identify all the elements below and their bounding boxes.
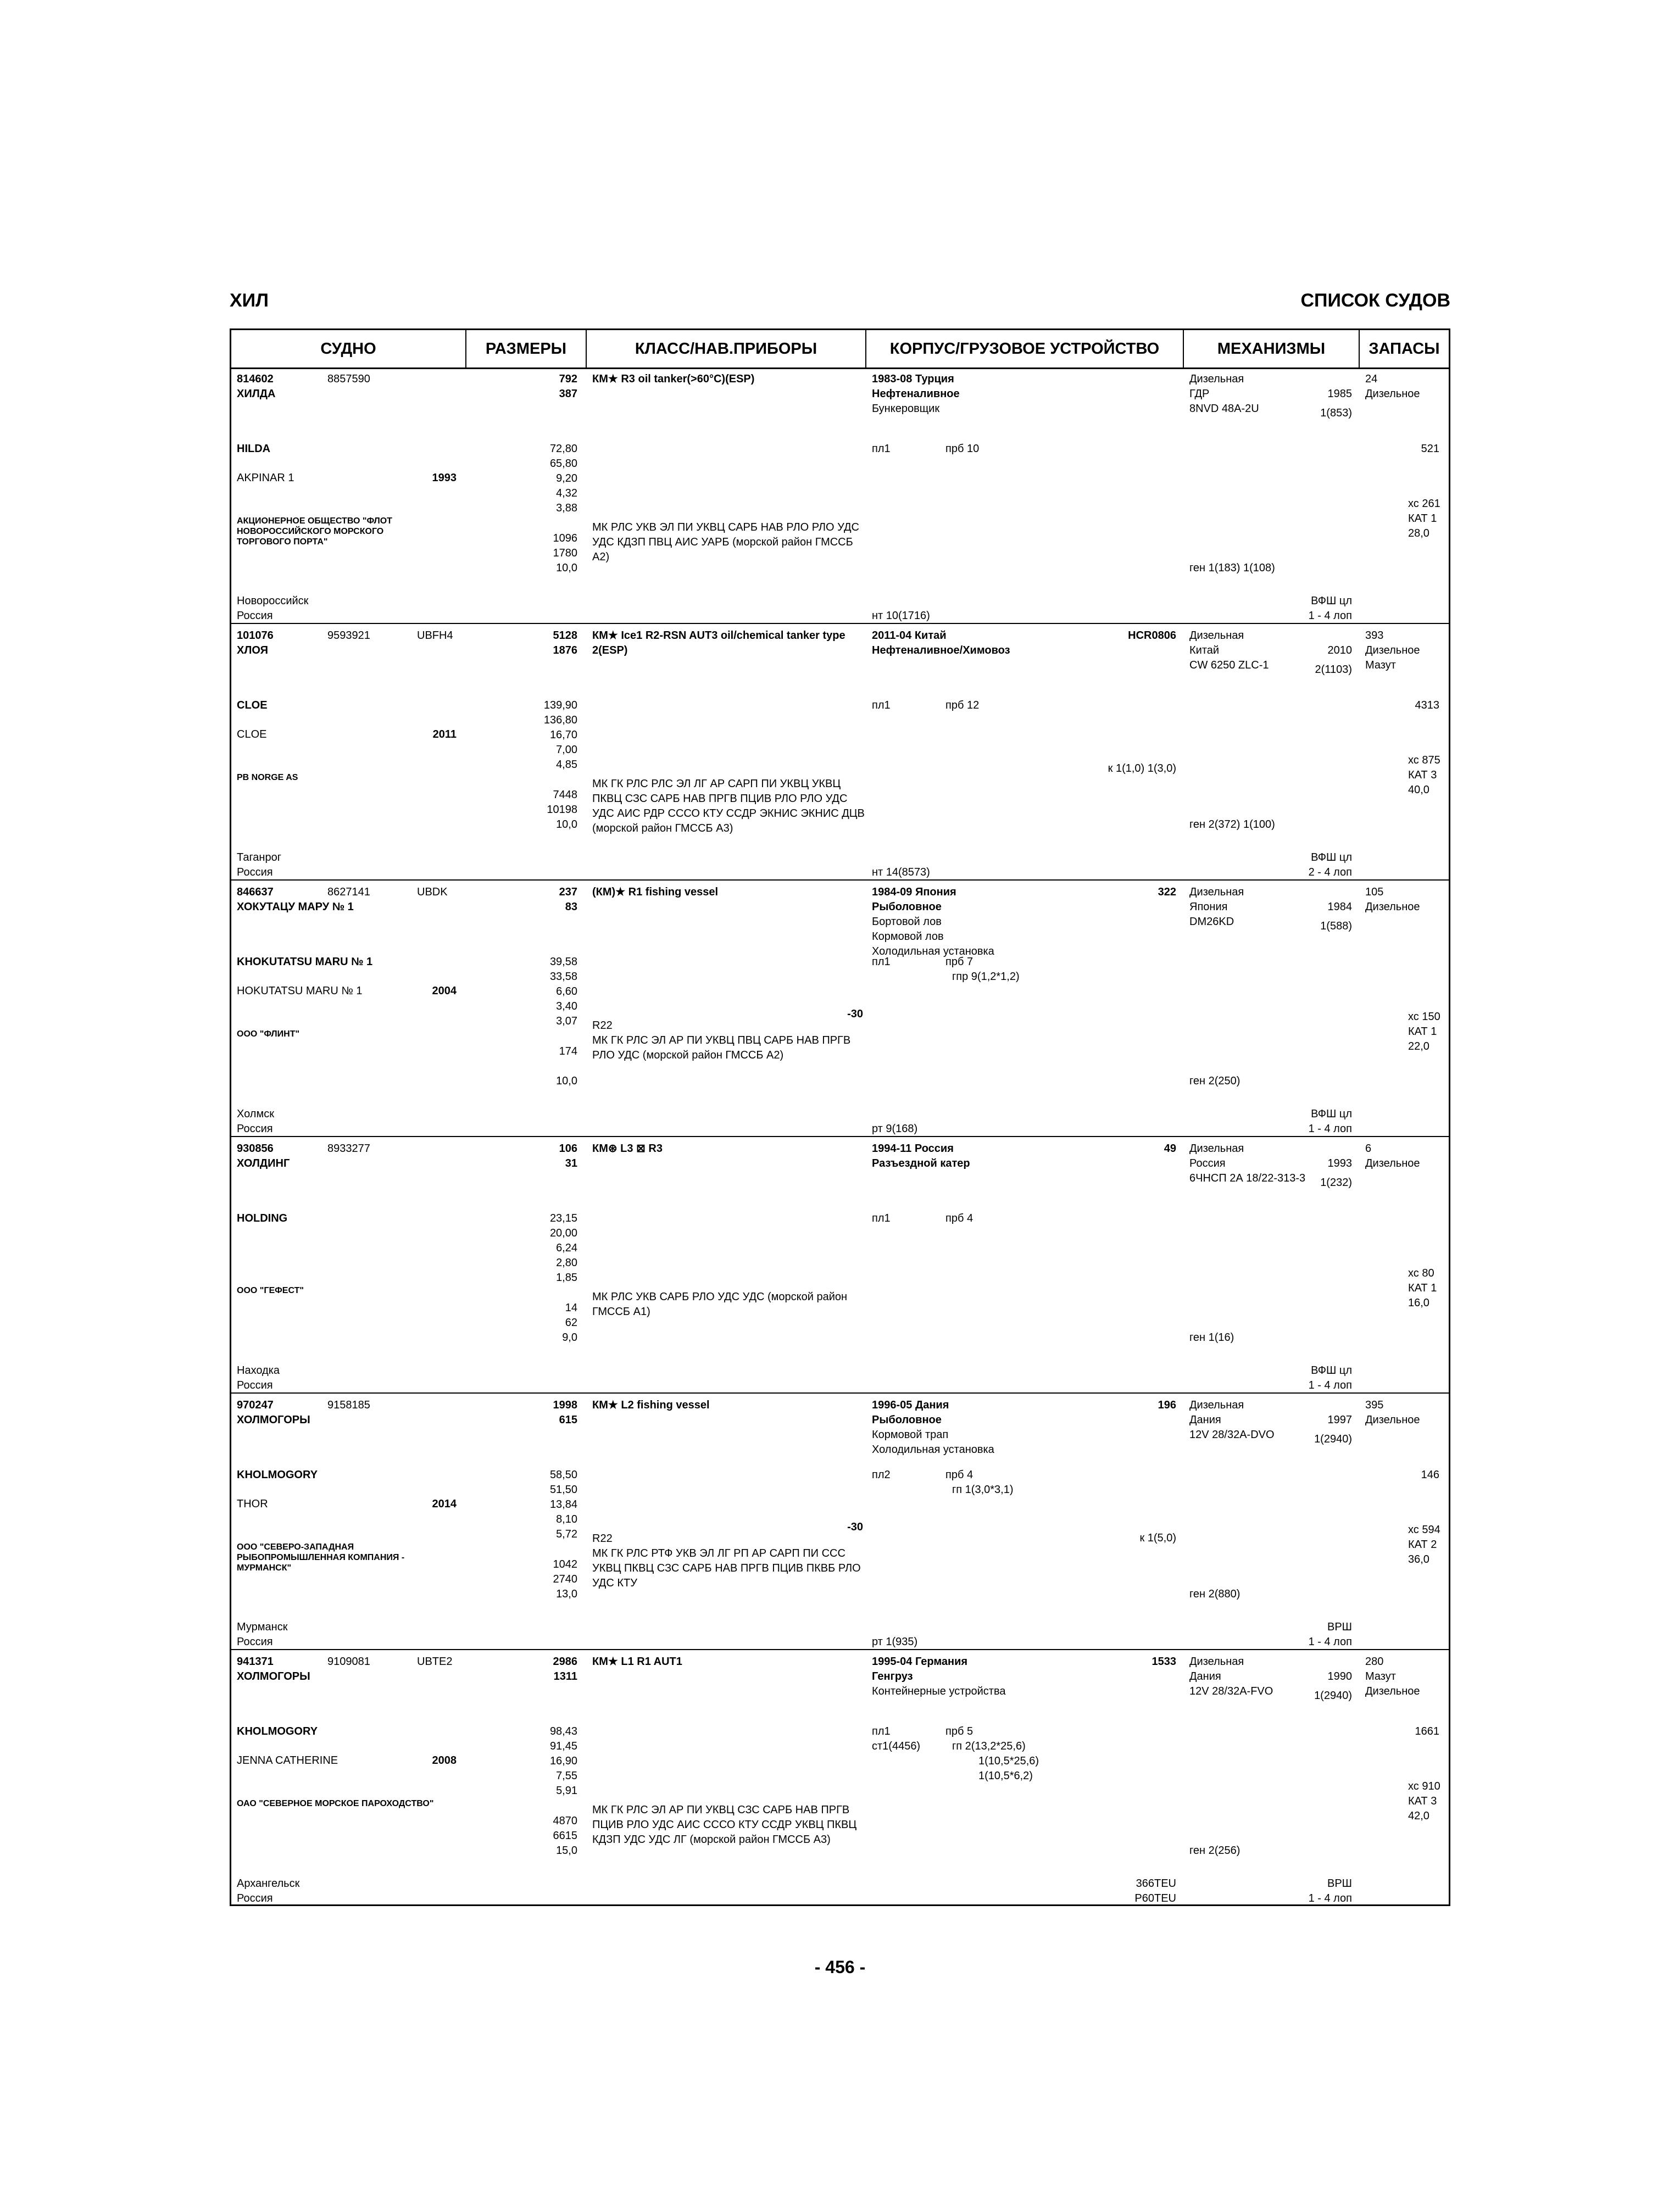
length-pp: 91,45 — [549, 1740, 577, 1752]
reefer-holds: к 1(1,0) 1(3,0) — [1108, 762, 1176, 775]
propeller-type: ВРШ — [1327, 1878, 1352, 1890]
fuel-amount: 395 — [1365, 1399, 1384, 1411]
deadweight: 1096 — [553, 532, 577, 544]
engine-power: 1(232) — [1320, 1177, 1352, 1189]
draught: 3,88 — [556, 502, 577, 514]
ship-record — [231, 1394, 1449, 1650]
depth: 8,10 — [556, 1513, 577, 1525]
class-notation: КМ★ R3 oil tanker(>60°C)(ESP) — [592, 373, 755, 385]
draught: 1,85 — [556, 1272, 577, 1284]
draught: 3,07 — [556, 1015, 577, 1027]
net-tonnage: 615 — [559, 1414, 577, 1426]
breadth: 16,70 — [549, 729, 577, 741]
hull-sub-1: Бункеровщик — [872, 403, 940, 415]
reg-number: 941371 — [237, 1656, 274, 1668]
class-notation: КМ★ L2 fishing vessel — [592, 1399, 710, 1411]
category: КАТ 2 — [1408, 1539, 1437, 1551]
fuel-type-1: Дизельное — [1365, 1157, 1420, 1169]
call-sign: UBFH4 — [417, 630, 453, 642]
header-right: СПИСОК СУДОВ — [1300, 290, 1450, 311]
category: КАТ 1 — [1408, 1026, 1437, 1038]
crew-berths: хс 910 — [1408, 1780, 1440, 1792]
name-en: KHOKUTATSU MARU № 1 — [237, 956, 373, 968]
gross-tonnage: 5128 — [553, 630, 577, 642]
speed-knots: 13,0 — [556, 1588, 577, 1600]
length-pp: 65,80 — [549, 458, 577, 470]
name-en: KHOLMOGORY — [237, 1469, 318, 1481]
net-tonnage: 31 — [565, 1157, 577, 1169]
fuel-quantity: 521 — [1421, 443, 1439, 455]
category: КАТ 1 — [1408, 1282, 1437, 1294]
fuel-amount: 280 — [1365, 1656, 1384, 1668]
port: Мурманск — [237, 1621, 288, 1633]
former-name: CLOE — [237, 728, 267, 740]
propeller-blades: 1 - 4 лоп — [1308, 1379, 1352, 1391]
hull-sub-1: Кормовой трап — [872, 1429, 949, 1441]
hull-type: Нефтеналивное/Химовоз — [872, 644, 1010, 656]
class-extra: R22 — [592, 1533, 613, 1545]
built-year: 2014 — [432, 1498, 457, 1510]
design-temperature: -30 — [847, 1008, 863, 1020]
name-ru: ХИЛДА — [237, 388, 276, 400]
name-ru: ХОЛМОГОРЫ — [237, 1670, 310, 1683]
hull-type: Рыболовное — [872, 1414, 942, 1426]
crew-berths: хс 150 — [1408, 1011, 1440, 1023]
hull-built: 2011-04 Китай — [872, 630, 947, 642]
teu-1: 366TEU — [1136, 1878, 1176, 1890]
autonomy: 22,0 — [1408, 1040, 1429, 1052]
depth: 7,00 — [556, 744, 577, 756]
hull-bottom: рт 9(168) — [872, 1123, 918, 1135]
holds: прб 10 — [945, 443, 980, 455]
hull-built: 1995-04 Германия — [872, 1656, 968, 1668]
draught: 5,72 — [556, 1528, 577, 1540]
former-name: AKPINAR 1 — [237, 472, 294, 484]
breadth: 16,90 — [549, 1755, 577, 1767]
owner: ОАО "СЕВЕРНОЕ МОРСКОЕ ПАРОХОДСТВО" — [237, 1799, 434, 1808]
length-overall: 72,80 — [549, 443, 577, 455]
breadth: 6,24 — [556, 1242, 577, 1254]
holds: прб 5 — [945, 1725, 973, 1737]
engine-model: 6ЧНСП 2А 18/22-313-3 — [1189, 1172, 1306, 1184]
fuel-type-1: Дизельное — [1365, 388, 1420, 400]
reg-number: 846637 — [237, 886, 274, 898]
crew-berths: хс 875 — [1408, 754, 1440, 766]
crew-berths: хс 261 — [1408, 498, 1440, 510]
cargo-2: 1(10,5*25,6) — [978, 1755, 1039, 1767]
propeller-type: ВРШ — [1327, 1621, 1352, 1633]
former-name: HOKUTATSU MARU № 1 — [237, 985, 363, 997]
owner: АКЦИОНЕРНОЕ ОБЩЕСТВО "ФЛОТ НОВОРОССИЙСКОГО МОРСКОГО ТОРГОВОГО ПОРТА" — [237, 516, 392, 547]
propeller-type: ВФШ цл — [1311, 851, 1352, 864]
gross-tonnage: 237 — [559, 886, 577, 898]
cargo-1: гпр 9(1,2*1,2) — [952, 971, 1020, 983]
propeller-type: ВФШ цл — [1311, 595, 1352, 607]
generators: ген 2(250) — [1189, 1075, 1240, 1087]
engine-type: Дизельная — [1189, 373, 1244, 385]
engine-power: 1(853) — [1320, 407, 1352, 419]
engine-year: 2010 — [1327, 644, 1352, 656]
nav-equipment: МК РЛС УКВ САРБ РЛО УДС УДС (морской район ГМССБ А1) — [592, 1291, 848, 1318]
length-pp: 33,58 — [549, 971, 577, 983]
gross-tonnage: 106 — [559, 1143, 577, 1155]
hull-built: 1983-08 Турция — [872, 373, 954, 385]
hull-bottom: рт 1(935) — [872, 1636, 918, 1648]
depth: 2,80 — [556, 1257, 577, 1269]
length-overall: 58,50 — [549, 1469, 577, 1481]
hull-type: Рыболовное — [872, 901, 942, 913]
length-overall: 23,15 — [549, 1212, 577, 1224]
fuel-quantity: 4313 — [1415, 699, 1439, 711]
engine-model: DM26KD — [1189, 916, 1234, 928]
teu-2: P60TEU — [1134, 1892, 1176, 1904]
speed-knots: 10,0 — [556, 818, 577, 831]
name-ru: ХЛОЯ — [237, 644, 269, 656]
speed-knots: 10,0 — [556, 1075, 577, 1087]
reg-number: 970247 — [237, 1399, 274, 1411]
name-en: HILDA — [237, 443, 271, 455]
speed-knots: 10,0 — [556, 562, 577, 574]
fuel-amount: 6 — [1365, 1143, 1372, 1155]
class-notation: (КМ)★ R1 fishing vessel — [592, 886, 719, 898]
nav-equipment: МК ГК РЛС ЭЛ АР ПИ УКВЦ СЗС САРБ НАВ ПРГВ ПЦИВ РЛО УДС АИС СССО КТУ ССДР УКВЦ ПКВЦ КДЗП УДС УДС ЛГ (морской район ГМССБ А3) — [592, 1804, 857, 1846]
nav-equipment: МК ГК РЛС РТФ УКВ ЭЛ ЛГ РП АР САРП ПИ ССС УКВЦ ПКВЦ СЗС САРБ НАВ ПРГВ ПЦИВ ПКВБ РЛО УДС КТУ — [592, 1547, 861, 1589]
deadweight: 14 — [565, 1302, 577, 1314]
draught: 5,91 — [556, 1785, 577, 1797]
fuel-type-1: Мазут — [1365, 1670, 1396, 1683]
country: Россия — [237, 1636, 273, 1648]
deadweight: 174 — [559, 1045, 577, 1057]
length-pp: 20,00 — [549, 1227, 577, 1239]
hull-built: 1994-11 Россия — [872, 1143, 954, 1155]
deadweight: 4870 — [553, 1815, 577, 1827]
port: Таганрог — [237, 851, 282, 864]
hull-built: 1984-09 Япония — [872, 886, 956, 898]
nav-equipment: МК ГК РЛС РЛС ЭЛ ЛГ АР САРП ПИ УКВЦ УКВЦ ПКВЦ СЗС САРБ НАВ ПРГВ ПЦИВ РЛО РЛО УДС УДС АИС РДР СССО КТУ ССДР ЭКНИС ЭКНИС ДЦВ (морской район ГМССБ А3) — [592, 778, 865, 834]
hull-value: 196 — [1158, 1399, 1176, 1411]
propeller-blades: 2 - 4 лоп — [1308, 866, 1352, 878]
hull-type: Нефтеналивное — [872, 388, 960, 400]
owner: PB NORGE AS — [237, 773, 298, 782]
decks: пл1 — [872, 956, 891, 968]
engine-model: 8NVD 48A-2U — [1189, 403, 1259, 415]
fuel-quantity: 146 — [1421, 1469, 1439, 1481]
engine-power: 2(1103) — [1315, 664, 1352, 676]
crew-berths: хс 80 — [1408, 1267, 1434, 1279]
country: Россия — [237, 1123, 273, 1135]
engine-year: 1990 — [1327, 1670, 1352, 1683]
decks: пл2 — [872, 1469, 891, 1481]
displacement: 6615 — [553, 1830, 577, 1842]
former-name: JENNA CATHERINE — [237, 1754, 338, 1767]
engine-year: 1997 — [1327, 1414, 1352, 1426]
engine-type: Дизельная — [1189, 1143, 1244, 1155]
cargo-3: 1(10,5*6,2) — [978, 1770, 1033, 1782]
name-ru: ХОКУТАЦУ МАРУ № 1 — [237, 901, 354, 913]
owner: ООО "ФЛИНТ" — [237, 1029, 300, 1039]
length-pp: 136,80 — [543, 714, 577, 726]
length-overall: 139,90 — [543, 699, 577, 711]
propeller-blades: 1 - 4 лоп — [1308, 610, 1352, 622]
reg-number: 930856 — [237, 1143, 274, 1155]
col-hull: КОРПУС/ГРУЗОВОЕ УСТРОЙСТВО — [866, 330, 1184, 367]
engine-power: 1(588) — [1320, 920, 1352, 932]
country: Россия — [237, 1379, 273, 1391]
ship-record — [231, 367, 1449, 624]
class-notation: КМ★ Ice1 R2-RSN AUT3 oil/chemical tanker type 2(ESP) — [592, 630, 845, 656]
autonomy: 36,0 — [1408, 1553, 1429, 1566]
engine-country: Россия — [1189, 1157, 1226, 1169]
nav-equipment: МК ГК РЛС ЭЛ АР ПИ УКВЦ ПВЦ САРБ НАВ ПРГВ РЛО УДС (морской район ГМССБ А2) — [592, 1034, 851, 1061]
imo-number: 9158185 — [327, 1399, 370, 1411]
engine-country: Китай — [1189, 644, 1220, 656]
decks: пл1 — [872, 443, 891, 455]
fuel-amount: 24 — [1365, 373, 1378, 385]
generators: ген 2(880) — [1189, 1588, 1240, 1600]
hull-sub-3: Холодильная установка — [872, 945, 994, 957]
gross-tonnage: 792 — [559, 373, 577, 385]
crew-berths: хс 594 — [1408, 1524, 1440, 1536]
ship-record — [231, 881, 1449, 1137]
engine-model: 12V 28/32A-DVO — [1189, 1429, 1275, 1441]
built-year: 2004 — [432, 985, 457, 997]
fuel-type-1: Дизельное — [1365, 644, 1420, 656]
breadth: 9,20 — [556, 472, 577, 484]
gross-tonnage: 2986 — [553, 1656, 577, 1668]
decks: пл1 — [872, 1212, 891, 1224]
hull-sub-1: Контейнерные устройства — [872, 1685, 1006, 1697]
draught: 4,85 — [556, 759, 577, 771]
speed-knots: 15,0 — [556, 1845, 577, 1857]
displacement: 10198 — [547, 804, 577, 816]
nav-equipment: МК РЛС УКВ ЭЛ ПИ УКВЦ САРБ НАВ РЛО РЛО УДС УДС КДЗП ПВЦ АИС УАРБ (морской район ГМССБ А2) — [592, 521, 859, 563]
engine-country: Япония — [1189, 901, 1228, 913]
class-extra: R22 — [592, 1020, 613, 1032]
col-class: КЛАСС/НАВ.ПРИБОРЫ — [587, 330, 866, 367]
header-left: ХИЛ — [230, 290, 269, 311]
name-en: CLOE — [237, 699, 268, 711]
net-tonnage: 387 — [559, 388, 577, 400]
fuel-type-2: Мазут — [1365, 659, 1396, 671]
net-tonnage: 83 — [565, 901, 577, 913]
depth: 7,55 — [556, 1770, 577, 1782]
call-sign: UBTE2 — [417, 1656, 453, 1668]
reg-number: 814602 — [237, 373, 274, 385]
col-dimensions: РАЗМЕРЫ — [466, 330, 587, 367]
generators: ген 1(16) — [1189, 1332, 1234, 1344]
ship-record — [231, 1650, 1449, 1907]
deadweight: 1042 — [553, 1558, 577, 1570]
hull-value: 322 — [1158, 886, 1176, 898]
cargo-1: гп 2(13,2*25,6) — [952, 1740, 1026, 1752]
hull-bottom: нт 14(8573) — [872, 866, 930, 878]
length-overall: 39,58 — [549, 956, 577, 968]
decks: пл1 — [872, 1725, 891, 1737]
deadweight: 7448 — [553, 789, 577, 801]
col-vessel: СУДНО — [231, 330, 466, 367]
former-name: THOR — [237, 1498, 268, 1510]
ship-table — [230, 328, 1450, 1906]
engine-type: Дизельная — [1189, 1656, 1244, 1668]
port: Новороссийск — [237, 595, 309, 607]
breadth: 6,60 — [556, 985, 577, 998]
imo-number: 8933277 — [327, 1143, 370, 1155]
port: Находка — [237, 1364, 280, 1377]
engine-country: Дания — [1189, 1414, 1221, 1426]
built-year: 1993 — [432, 472, 457, 484]
fuel-amount: 393 — [1365, 630, 1384, 642]
engine-year: 1985 — [1327, 388, 1352, 400]
class-notation: КМ⊛ L3 ⊠ R3 — [592, 1143, 663, 1155]
category: КАТ 1 — [1408, 512, 1437, 525]
engine-model: CW 6250 ZLC-1 — [1189, 659, 1269, 671]
displacement: 62 — [565, 1317, 577, 1329]
depth: 3,40 — [556, 1000, 577, 1012]
hull-sub-1: Бортовой лов — [872, 916, 942, 928]
fuel-type-1: Дизельное — [1365, 901, 1420, 913]
generators: ген 1(183) 1(108) — [1189, 562, 1275, 574]
autonomy: 28,0 — [1408, 527, 1429, 539]
propeller-type: ВФШ цл — [1311, 1364, 1352, 1377]
hull-value: 49 — [1164, 1143, 1176, 1155]
engine-year: 1993 — [1327, 1157, 1352, 1169]
fuel-type-1: Дизельное — [1365, 1414, 1420, 1426]
col-machinery: МЕХАНИЗМЫ — [1184, 330, 1360, 367]
hull-sub-2: Холодильная установка — [872, 1444, 994, 1456]
autonomy: 42,0 — [1408, 1810, 1429, 1822]
displacement: 2740 — [553, 1573, 577, 1585]
category: КАТ 3 — [1408, 769, 1437, 781]
engine-type: Дизельная — [1189, 630, 1244, 642]
imo-number: 8857590 — [327, 373, 370, 385]
engine-power: 1(2940) — [1314, 1433, 1352, 1445]
propeller-blades: 1 - 4 лоп — [1308, 1892, 1352, 1904]
gross-tonnage: 1998 — [553, 1399, 577, 1411]
fuel-quantity: 1661 — [1415, 1725, 1439, 1737]
name-en: HOLDING — [237, 1212, 288, 1224]
hull-sub-2: Кормовой лов — [872, 931, 944, 943]
engine-year: 1984 — [1327, 901, 1352, 913]
holds: прб 4 — [945, 1212, 973, 1224]
cargo-1: гп 1(3,0*3,1) — [952, 1484, 1014, 1496]
length-overall: 98,43 — [549, 1725, 577, 1737]
net-tonnage: 1876 — [553, 644, 577, 656]
generators: ген 2(256) — [1189, 1845, 1240, 1857]
category: КАТ 3 — [1408, 1795, 1437, 1807]
name-ru: ХОЛМОГОРЫ — [237, 1414, 310, 1426]
name-ru: ХОЛДИНГ — [237, 1157, 290, 1169]
speed-knots: 9,0 — [562, 1332, 577, 1344]
port: Холмск — [237, 1108, 274, 1120]
generators: ген 2(372) 1(100) — [1189, 818, 1275, 831]
hull-built: 1996-05 Дания — [872, 1399, 949, 1411]
engine-power: 1(2940) — [1314, 1690, 1352, 1702]
imo-number: 8627141 — [327, 886, 370, 898]
reg-number: 101076 — [237, 630, 274, 642]
hull-type: Разъездной катер — [872, 1157, 970, 1169]
ship-record — [231, 624, 1449, 881]
decks: пл1 — [872, 699, 891, 711]
engine-type: Дизельная — [1189, 1399, 1244, 1411]
hull-bottom: нт 10(1716) — [872, 610, 930, 622]
holds: прб 4 — [945, 1469, 973, 1481]
autonomy: 16,0 — [1408, 1297, 1429, 1309]
propeller-blades: 1 - 4 лоп — [1308, 1123, 1352, 1135]
call-sign: UBDK — [417, 886, 448, 898]
bulkheads: ст1(4456) — [872, 1740, 921, 1752]
autonomy: 40,0 — [1408, 784, 1429, 796]
breadth: 13,84 — [549, 1498, 577, 1511]
owner: ООО "ГЕФЕСТ" — [237, 1286, 304, 1295]
imo-number: 9109081 — [327, 1656, 370, 1668]
built-year: 2011 — [432, 728, 457, 740]
fuel-amount: 105 — [1365, 886, 1384, 898]
propeller-type: ВФШ цл — [1311, 1108, 1352, 1120]
name-en: KHOLMOGORY — [237, 1725, 318, 1737]
ship-record — [231, 1137, 1449, 1394]
hull-value: HCR0806 — [1128, 630, 1176, 642]
class-notation: КМ★ L1 R1 AUT1 — [592, 1656, 682, 1668]
port: Архангельск — [237, 1878, 300, 1890]
column-headers — [231, 330, 1449, 369]
hull-value: 1533 — [1151, 1656, 1176, 1668]
hull-type: Генгруз — [872, 1670, 913, 1683]
engine-country: ГДР — [1189, 388, 1210, 400]
reefer-holds: к 1(5,0) — [1139, 1532, 1176, 1544]
net-tonnage: 1311 — [553, 1670, 577, 1683]
engine-country: Дания — [1189, 1670, 1221, 1683]
engine-type: Дизельная — [1189, 886, 1244, 898]
country: Россия — [237, 610, 273, 622]
engine-model: 12V 28/32A-FVO — [1189, 1685, 1273, 1697]
propeller-blades: 1 - 4 лоп — [1308, 1636, 1352, 1648]
col-supplies: ЗАПАСЫ — [1369, 340, 1440, 358]
country: Россия — [237, 1892, 273, 1904]
length-pp: 51,50 — [549, 1484, 577, 1496]
page-number: - 456 - — [814, 1957, 866, 1977]
owner: ООО "СЕВЕРО-ЗАПАДНАЯ РЫБОПРОМЫШЛЕННАЯ КОМПАНИЯ - МУРМАНСК" — [237, 1542, 405, 1573]
built-year: 2008 — [432, 1754, 457, 1767]
design-temperature: -30 — [847, 1521, 863, 1533]
holds: прб 12 — [945, 699, 980, 711]
depth: 4,32 — [556, 487, 577, 499]
imo-number: 9593921 — [327, 630, 370, 642]
country: Россия — [237, 866, 273, 878]
holds: прб 7 — [945, 956, 973, 968]
displacement: 1780 — [553, 547, 577, 559]
fuel-type-2: Дизельное — [1365, 1685, 1420, 1697]
